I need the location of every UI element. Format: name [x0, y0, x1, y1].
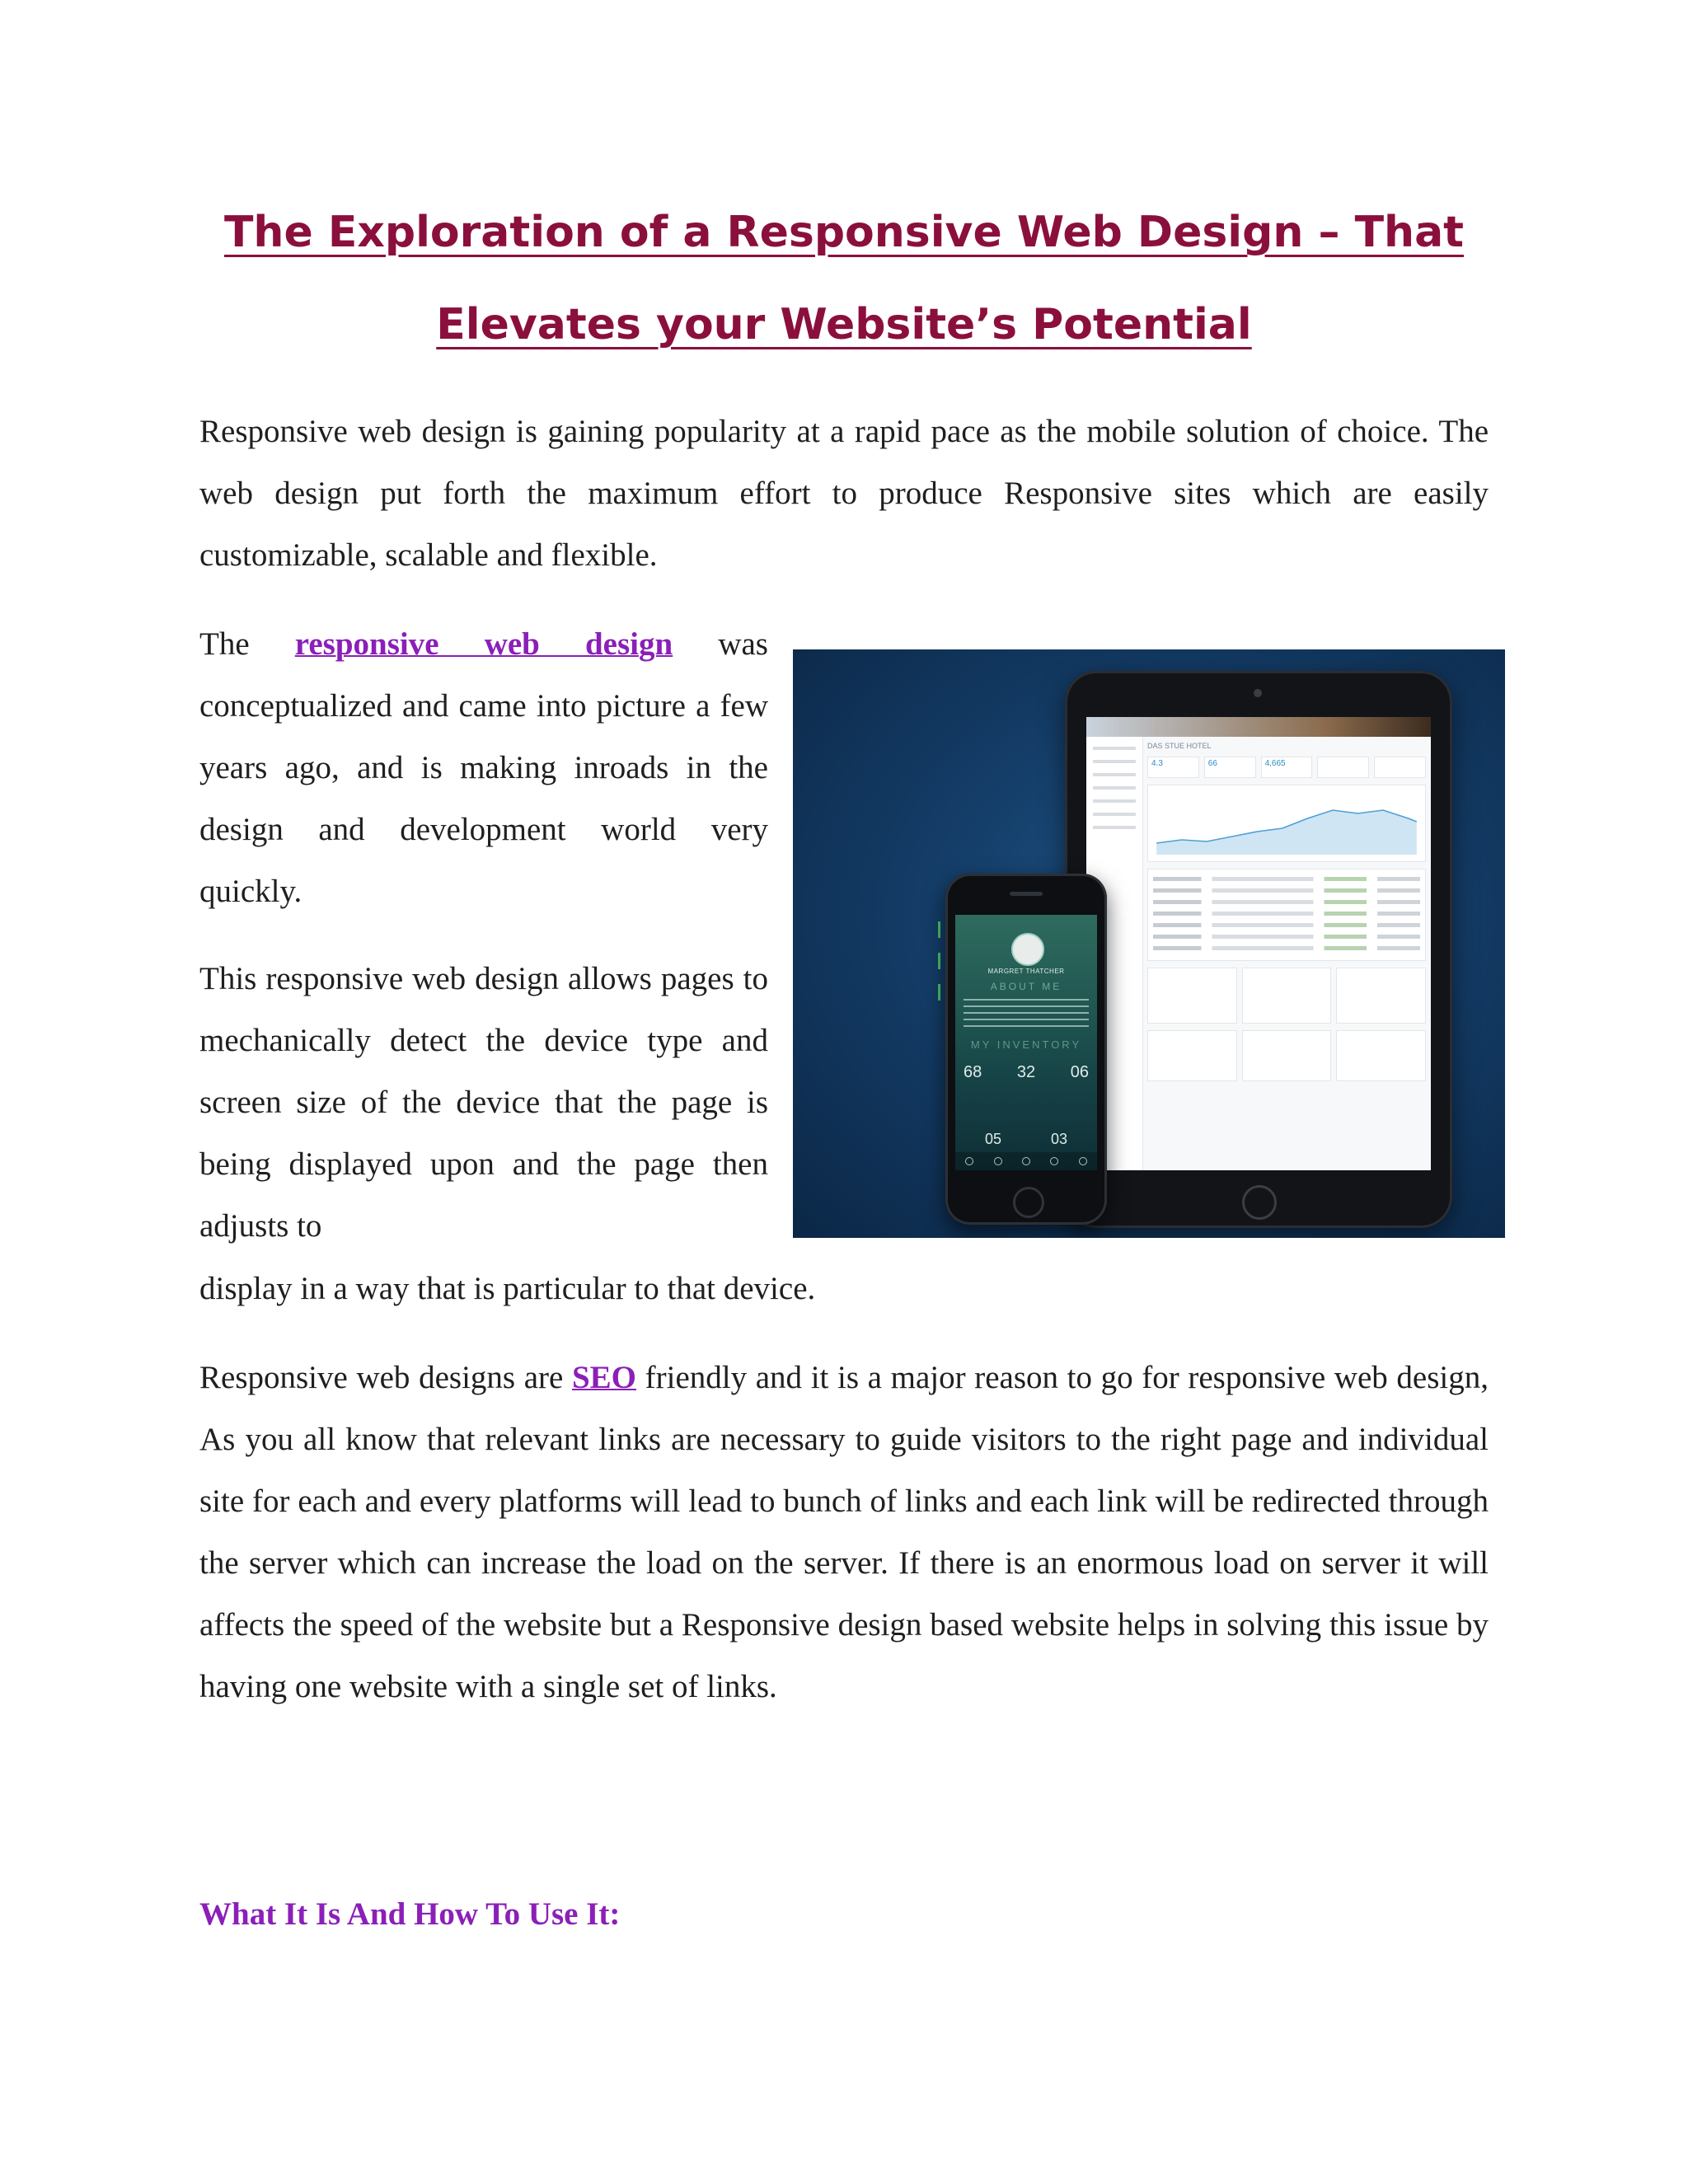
tablet-kpi [1317, 757, 1369, 778]
tablet-camera [1254, 689, 1262, 697]
section-heading: What It Is And How To Use It: [199, 1896, 621, 1932]
tablet-screen [1086, 717, 1431, 1170]
phone-stat: 68 [964, 1063, 982, 1081]
paragraph-seo [199, 1347, 1489, 1718]
tablet-area-chart [1147, 785, 1426, 862]
para3-text: This responsive web design allows pages to mechanically detect the device type and screen size of the device that the page is being displayed upon and the page then adjusts to [199, 961, 768, 1244]
phone-home-button [1013, 1187, 1044, 1218]
tablet-bookings [1147, 1030, 1426, 1081]
seo-link[interactable]: SEO [571, 1360, 637, 1395]
phone-speaker [1010, 892, 1043, 896]
tablet-kpi [1374, 757, 1426, 778]
phone-profile-name: MARGRET THATCHER [987, 968, 1065, 975]
title-line-2: Elevates your Website’s Potential [436, 300, 1252, 349]
phone-stat: 03 [1050, 1131, 1067, 1147]
tablet-kpis [1147, 757, 1426, 778]
phone-inventory-heading: MY INVENTORY [970, 1038, 1082, 1051]
phone-side-marker [938, 953, 940, 969]
tablet-kpi: 4.3 [1147, 757, 1199, 778]
para2-text-before: The [199, 626, 295, 662]
document-title [198, 186, 1490, 371]
tablet-home-button [1242, 1185, 1277, 1220]
tablet-screen-header [1086, 717, 1431, 737]
tablet-screen-main [1147, 742, 1426, 1165]
title-line-1: The Exploration of a Responsive Web Design – That [223, 208, 1465, 257]
tablet-hotel-name: DAS STUE HOTEL [1147, 742, 1212, 750]
phone-avatar [1011, 933, 1044, 966]
para3-last-line: display in a way that is particular to that device. [199, 1271, 816, 1306]
para4-text-after: friendly and it is a major reason to go for responsive web design, As you all know that relevant links are necessary to guide visitors to the right page and individual site for each and every platforms will lead to bunch of links and each link will be redirected through the server which can increase the load on the server. If there is an enormous load on server it will affects the speed of the website but a Responsive design based website helps in solving this issue by having one website with a single set of links. [199, 1360, 1489, 1704]
phone-side-marker [938, 984, 940, 1001]
phone-tab-bar [955, 1152, 1097, 1170]
para2-text-after: was conceptualized and came into picture a few years ago, and is making inroads in the design and development world very quickly. [199, 626, 768, 909]
phone-about-heading: ABOUT ME [990, 981, 1062, 992]
phone-about-text [964, 999, 1089, 1032]
phone-side-marker [938, 921, 940, 938]
tablet-kpi: 66 [1204, 757, 1256, 778]
paragraph-device-detect [199, 948, 768, 1257]
phone-stats [964, 1063, 1089, 1082]
phone-screen [955, 915, 1097, 1170]
paragraph-responsive-design [199, 613, 768, 922]
responsive-devices-image [793, 649, 1505, 1238]
responsive-web-design-link[interactable]: responsive web design [294, 626, 673, 662]
tablet-table [1147, 869, 1426, 961]
tablet-mockup [1065, 671, 1452, 1228]
tablet-kpi: 4,665 [1261, 757, 1313, 778]
phone-mockup [945, 874, 1107, 1225]
phone-stat: 05 [985, 1131, 1002, 1147]
paragraph-intro: Responsive web design is gaining popularity at a rapid pace as the mobile solution of choice. The web design put forth the maximum effort to produce Responsive sites which are easily customizable, scalable and flexible. [199, 414, 1489, 573]
phone-stat: 32 [1016, 1063, 1036, 1081]
phone-stats-row-2 [985, 1131, 1067, 1148]
phone-stat: 06 [1070, 1063, 1089, 1081]
tablet-reviews [1147, 968, 1426, 1024]
para4-text-before: Responsive web designs are [199, 1360, 572, 1395]
